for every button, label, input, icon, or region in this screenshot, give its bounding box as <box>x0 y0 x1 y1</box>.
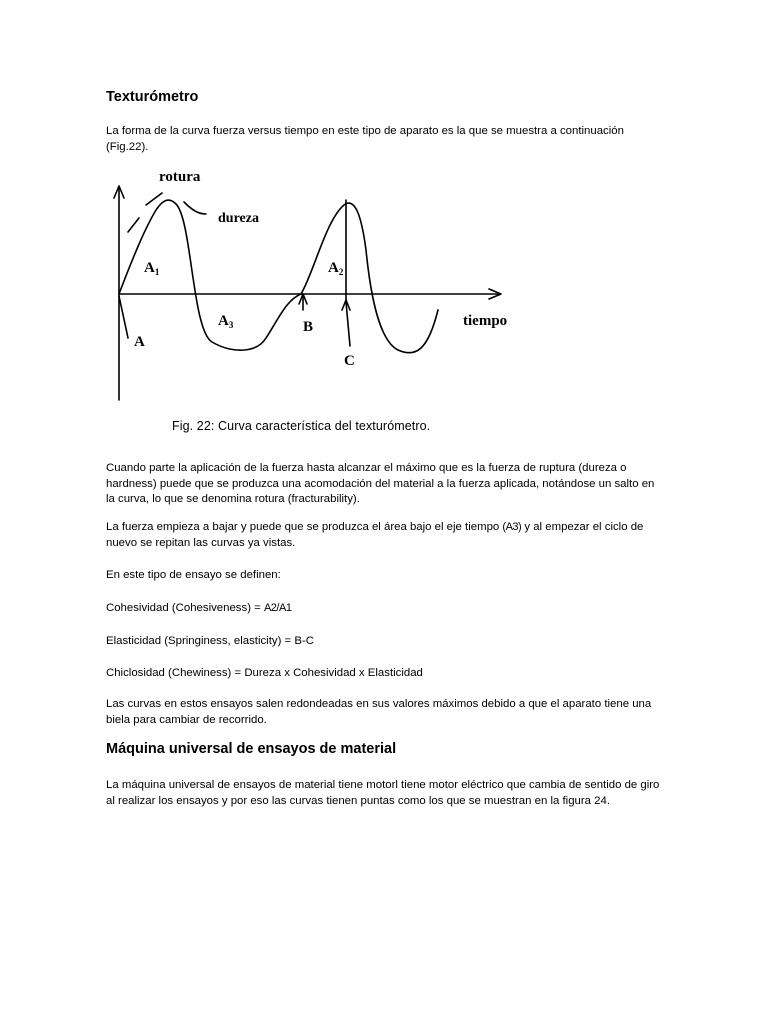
figure-22 <box>106 160 526 445</box>
paragraph-maquina-universal: La máquina universal de ensayos de material tiene motorl tiene motor eléctrico que cambia de sentido de giro al realizar los ensayos y por eso las curvas tienen puntas como los que se muestran en la figura 24. <box>106 779 660 807</box>
paragraph-biela: Las curvas en estos ensayos salen redondeadas en sus valores máximos debido a que el aparato tiene una biela para cambiar de recorrido. <box>106 698 652 726</box>
paragraph-chiclosidad: Chiclosidad (Chewiness) = Dureza x Cohesividad x Elasticidad <box>106 667 423 679</box>
pointer-A <box>119 296 128 338</box>
label-C: C <box>344 353 355 369</box>
figure-caption: Fig. 22: Curva característica del texturómetro. <box>172 419 431 433</box>
label-A3: $A_3$ <box>218 313 234 330</box>
label-A: A <box>134 334 145 350</box>
label-A2: $A_2$ <box>328 260 344 277</box>
label-B: B <box>303 319 314 335</box>
symbol-a2-a1: A2/A1 <box>263 602 292 614</box>
label-tiempo: tiempo <box>463 313 508 329</box>
rotura-mark <box>128 218 139 232</box>
pointer-dureza <box>184 202 206 214</box>
symbol-a3: (A3) <box>502 521 522 533</box>
section-title-maquina-universal: Máquina universal de ensayos de material <box>106 741 397 757</box>
paragraph-a3: La fuerza empieza a bajar y puede que se produzca el área bajo el eje tiempo (A3) y al empezar el ciclo de nuevo se repitan las curvas ya vistas. <box>106 521 644 549</box>
paragraph-elasticidad: Elasticidad (Springiness, elasticity) = B-C <box>106 635 314 647</box>
section-title-texturometro: Texturómetro <box>106 89 199 105</box>
intro-paragraph: La forma de la curva fuerza versus tiempo en este tipo de aparato es la que se muestra a continuación (Fig.22). <box>106 125 624 153</box>
curve-cycle-2 <box>301 203 438 353</box>
label-rotura: rotura <box>159 169 201 185</box>
force-time-curve-diagram <box>106 160 526 445</box>
paragraph-cohesividad: Cohesividad (Cohesiveness) = A2/A1 <box>106 602 292 614</box>
paragraph-hardness: Cuando parte la aplicación de la fuerza hasta alcanzar el máximo que es la fuerza de ruptura (dureza o hardness) puede que se produzca una acomodación del material a la fuerza aplicada, notándose un salto en la curva, lo que se denomina rotura (fracturability). <box>106 462 655 505</box>
label-dureza: dureza <box>218 211 259 226</box>
paragraph-definitions-intro: En este tipo de ensayo se definen: <box>106 569 281 581</box>
label-A1: $A_1$ <box>144 260 160 277</box>
rotura-mark-2 <box>146 193 162 205</box>
